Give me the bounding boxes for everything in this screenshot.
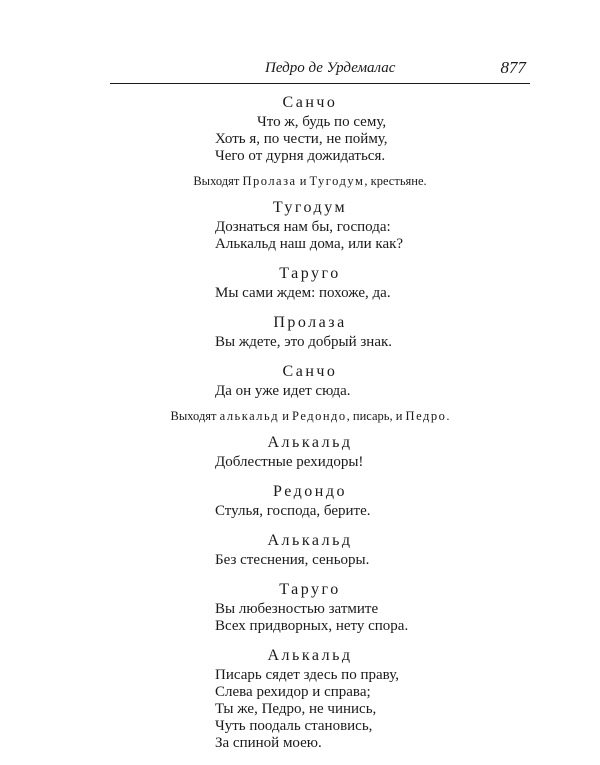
running-header <box>110 60 530 82</box>
header-rule <box>110 83 530 84</box>
stage-direction <box>20 172 600 190</box>
verse-line: Доблестные рехидоры! <box>215 454 364 470</box>
verse <box>215 383 600 400</box>
play-text <box>0 92 600 752</box>
verse <box>215 114 600 165</box>
verse <box>215 552 600 569</box>
verse-line: За спиной моею. <box>215 735 322 751</box>
speaker-name: Санчо <box>282 94 338 111</box>
verse <box>215 503 600 520</box>
verse-line: Алькальд наш дома, или как? <box>215 236 404 252</box>
verse-line: Писарь сядет здесь по праву, <box>215 667 399 683</box>
speaker-name: Санчо <box>282 363 338 380</box>
character-name: алькальд <box>219 409 280 423</box>
verse-line: Что ж, будь по сему, <box>257 114 387 130</box>
verse-line: Слева рехидор и справа; <box>215 684 371 700</box>
stage-direction <box>20 407 600 425</box>
verse <box>215 219 600 253</box>
character-name: Редондо <box>292 409 347 423</box>
verse-line: Вы ждете, это добрый знак. <box>215 334 393 350</box>
character-name: Пролаза <box>242 174 297 188</box>
stage-text: Выходят <box>193 174 243 188</box>
stage-text: и <box>296 174 310 188</box>
verse-line: Хоть я, по чести, не пойму, <box>215 131 388 147</box>
speaker-name: Алькальд <box>267 532 353 549</box>
speaker-name: Алькальд <box>267 434 353 451</box>
verse-line: Чуть поодаль становись, <box>215 718 373 734</box>
character-name: Тугодум <box>309 174 365 188</box>
speaker-name: Таруго <box>279 265 341 282</box>
speaker-name: Пролаза <box>273 314 347 331</box>
running-title: Педро де Урдемалас <box>265 60 396 76</box>
page-number: 877 <box>500 58 526 77</box>
verse-line: Мы сами ждем: похоже, да. <box>215 285 391 301</box>
stage-text: и <box>279 409 293 423</box>
verse-line: Стулья, господа, берите. <box>215 503 371 519</box>
speaker-name: Редондо <box>273 483 347 500</box>
verse-line: Да он уже идет сюда. <box>215 383 351 399</box>
verse-line: Дознаться нам бы, господа: <box>215 219 391 235</box>
stage-text: . <box>446 409 450 423</box>
verse <box>215 334 600 351</box>
verse <box>215 601 600 635</box>
speaker-name: Алькальд <box>267 647 353 664</box>
verse-line: Ты же, Педро, не чинись, <box>215 701 377 717</box>
verse-line: Без стеснения, сеньоры. <box>215 552 370 568</box>
stage-text: , писарь, и <box>346 409 406 423</box>
stage-text: Выходят <box>170 409 220 423</box>
stage-text: , крестьяне. <box>364 174 427 188</box>
verse-line: Чего от дурня дожидаться. <box>215 148 386 164</box>
verse-line: Всех придворных, нету спора. <box>215 618 409 634</box>
verse <box>215 454 600 471</box>
verse-line: Вы любезностью затмите <box>215 601 379 617</box>
speaker-name: Таруго <box>279 581 341 598</box>
speaker-name: Тугодум <box>272 199 348 216</box>
verse <box>215 285 600 302</box>
character-name: Педро <box>405 409 447 423</box>
verse <box>215 667 600 752</box>
